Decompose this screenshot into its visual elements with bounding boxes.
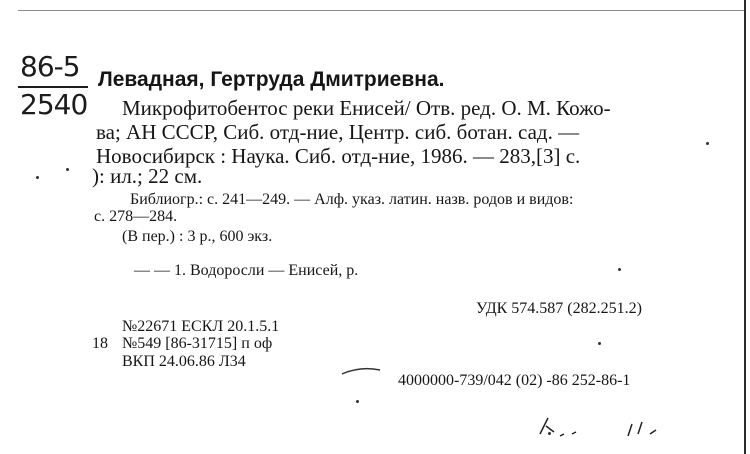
shelfmark-top: 86-5 (20, 50, 80, 83)
scan-speck (598, 342, 601, 345)
scan-speck (706, 142, 709, 145)
bibliography-note: Библиогр.: с. 241—249. — Алф. указ. латин. назв. родов и видов: (130, 191, 574, 208)
registry-line-2: №549 [86-31715] п оф (122, 335, 273, 352)
handwritten-scribble (510, 410, 670, 446)
publisher-code: 4000000-739/042 (02) -86 252-86-1 (398, 372, 631, 389)
card-right-edge (744, 0, 746, 454)
index-pages-note: с. 278—284. (94, 208, 178, 225)
author-heading: Левадная, Гертруда Дмитриевна. (98, 68, 445, 91)
title-line-2: ва; АН СССР, Сиб. отд-ние, Центр. сиб. ботан. сад. — (96, 120, 580, 144)
registry-prefix: 18 (92, 335, 108, 352)
title-line-3: Новосибирск : Наука. Сиб. отд-ние, 1986. — 283,[3] с. (96, 144, 581, 168)
scan-speck (356, 400, 359, 403)
scan-speck (66, 168, 69, 171)
scan-mark (340, 362, 400, 382)
scan-speck (36, 176, 39, 179)
title-line-4: ): ил.; 22 см. (92, 164, 203, 188)
udk-class: УДК 574.587 (282.251.2) (476, 300, 642, 317)
shelfmark-bottom: 2540 (20, 88, 88, 121)
binding-price-note: (В пер.) : 3 р., 600 экз. (122, 228, 273, 245)
scan-speck (618, 268, 621, 271)
registry-line-3: ВКП 24.06.86 Л34 (122, 353, 246, 370)
card-top-edge (18, 10, 744, 11)
subject-heading: — — 1. Водоросли — Енисей, р. (134, 262, 359, 279)
title-line-1: Микрофитобентос реки Енисей/ Отв. ред. О. М. Кожо- (122, 96, 611, 120)
registry-line-1: №22671 ЕСКЛ 20.1.5.1 (122, 318, 280, 335)
